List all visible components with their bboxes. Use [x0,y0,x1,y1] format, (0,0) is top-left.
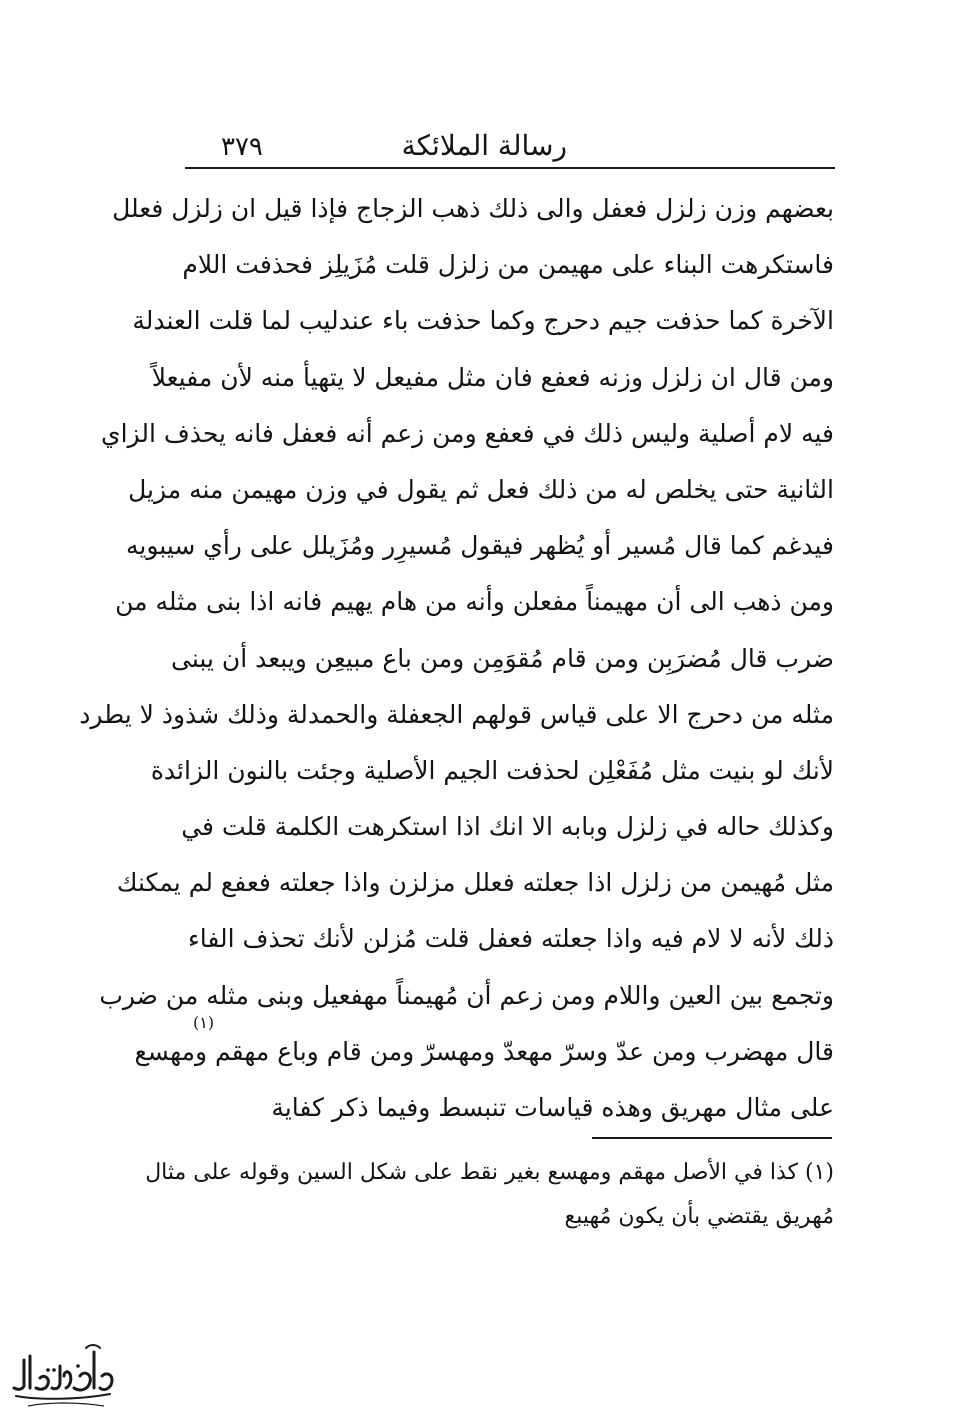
text-line: ومن قال ان زلزل وزنه فعفع فان مثل مفيعل لا يتهيأ منه لأن مفيعلاً [151,362,834,392]
text-line: مثل مُهيمن من زلزل اذا جعلته فعلل مزلزن واذا جعلته فعفع لم يمكنك [116,868,834,898]
text-line: ضرب قال مُضرَبِن ومن قام مُقوَمِن ومن باع مبيعِن ويبعد أن يبنى [171,643,834,673]
text-line: مثله من دحرج الا على قياس قولهم الجعفلة والحمدلة وذلك شذوذ لا يطرد [79,699,834,729]
text-line: وكذلك حاله في زلزل وبابه الا انك اذا استكرهت الكلمة قلت في [181,812,834,842]
text-line: الآخرة كما حذفت جيم دحرج وكما حذفت باء عندليب لما قلت العندلة [132,306,834,336]
text-line: بعضهم وزن زلزل فعفل والى ذلك ذهب الزجاج فإذا قيل ان زلزل فعلل [112,194,834,223]
running-head [185,125,835,169]
text-line: فيدغم كما قال مُسير أو يُظهر فيقول مُسيرِر ومُزَيلل على رأي سيبويه [126,531,834,561]
text-line: فاستكرهت البناء على مهيمن من زلزل قلت مُزَيلِز فحذفت اللام [182,250,834,280]
text-line: ذلك لأنه لا لام فيه واذا جعلته فعفل قلت مُزلن لأنك تحذف الفاء [188,924,834,954]
page-number: ٣٧٩ [221,132,263,162]
text-line: ومن ذهب الى أن مهيمناً مفعلن وأنه من هام يهيم فانه اذا بنى مثله من [115,587,834,617]
main-text [79,181,834,1136]
text-line: وتجمع بين العين واللام ومن زعم أن مُهيمناً مهفعيل وبنى مثله من ضرب [99,980,834,1010]
text-line: على مثال مهريق وهذه قياسات تنبسط وفيما ذكر كفاية [271,1093,834,1122]
page-title: رسالة الملائكة [401,129,567,162]
text-line: قال مهضرب ومن عدّ وسرّ مهعدّ ومهسرّ ومن قام وباع مهقم ومهسع [134,1036,834,1066]
library-stamp-logo [8,1330,118,1412]
footnote-reference: (١) [193,1013,215,1032]
footnote [145,1151,834,1239]
text-line: الثانية حتى يخلص له من ذلك فعل ثم يقول في وزن مهيمن منه مزيل [128,474,834,504]
text-line: لأنك لو بنيت مثل مُفَعْلِن لحذفت الجيم الأصلية وجئت بالنون الزائدة [150,755,834,785]
footnote-line: مُهريق يقتضي بأن يكون مُهيبع [564,1204,834,1229]
footnote-line: (١) كذا في الأصل مهقم ومهسع بغير نقط على شكل السين وقوله على مثال [145,1160,834,1185]
header-rule [185,167,835,169]
text-line: فيه لام أصلية وليس ذلك في فعفع ومن زعم أنه فعفل فانه يحذف الزاي [101,418,834,448]
footnote-rule [592,1137,832,1139]
